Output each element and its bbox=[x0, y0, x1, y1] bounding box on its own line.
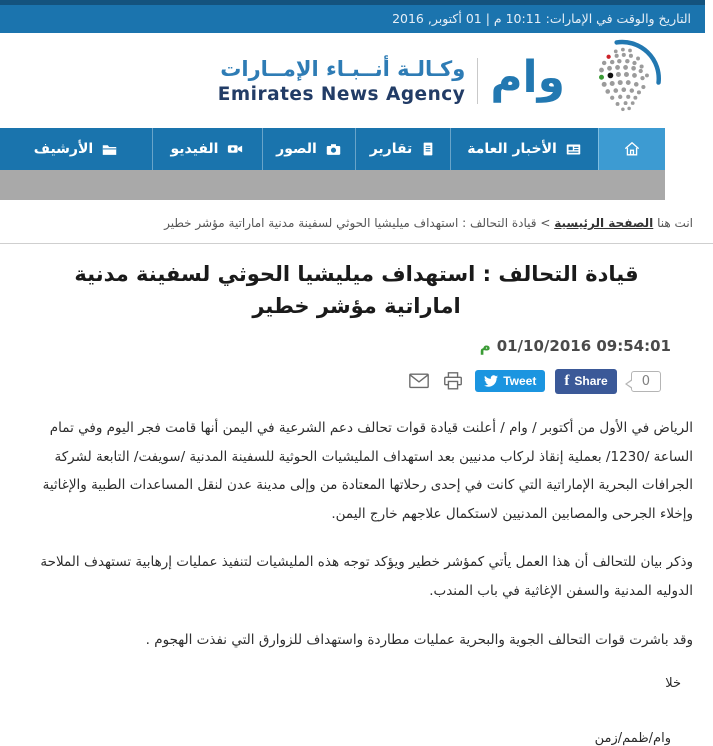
nav-item-general-news[interactable] bbox=[450, 128, 598, 170]
breadcrumb-separator: > bbox=[540, 216, 551, 230]
breadcrumb-prefix: انت هنا bbox=[657, 216, 693, 230]
article-datetime bbox=[42, 337, 671, 355]
newspaper-icon bbox=[565, 141, 582, 158]
print-button[interactable] bbox=[441, 370, 465, 392]
subheader-gray-bar bbox=[0, 170, 665, 200]
nav-item-label: الصور bbox=[276, 141, 317, 157]
divider-line bbox=[0, 243, 713, 244]
nav-item-label: تقارير bbox=[369, 141, 413, 157]
camera-icon bbox=[325, 141, 342, 158]
article-datetime-value: 09:54:01 01/10/2016 bbox=[496, 337, 671, 355]
wam-logo-text[interactable]: وام bbox=[490, 51, 565, 103]
brand-arabic-name: وكـالـة أنــبـاء الإمــارات bbox=[220, 57, 466, 82]
share-toolbar bbox=[52, 368, 661, 394]
article-paragraph: وذكر بيان للتحالف أن هذا العمل يأتي كمؤشر خطير ويؤكد توجه هذه المليشيات لتنفيذ عمليات إرهابية تستهدف الملاحة الدوليه المدنية والسفن الإغاثية في باب المندب. bbox=[40, 554, 693, 600]
nav-item-photos[interactable] bbox=[262, 128, 355, 170]
home-icon bbox=[622, 139, 642, 159]
archive-folder-icon bbox=[101, 141, 118, 158]
video-camera-icon bbox=[226, 140, 244, 158]
breadcrumb-current: قيادة التحالف : استهداف ميليشيا الحوثي لسفينة مدنية اماراتية مؤشر خطير bbox=[164, 216, 537, 230]
nav-item-archive[interactable] bbox=[0, 128, 152, 170]
brand-names[interactable] bbox=[218, 56, 466, 104]
tweet-button[interactable] bbox=[475, 370, 545, 392]
nav-item-video[interactable] bbox=[152, 128, 262, 170]
email-share-button[interactable] bbox=[407, 370, 431, 392]
facebook-share-button[interactable] bbox=[555, 369, 616, 394]
breadcrumb-home-link[interactable]: الصفحة الرئيسية bbox=[554, 216, 654, 230]
tweet-button-label: Tweet bbox=[503, 374, 537, 388]
article-paragraph: وقد باشرت قوات التحالف الجوية والبحرية عمليات مطاردة واستهداف للزوارق التي نفذت الهجوم . bbox=[145, 631, 693, 648]
main-navigation bbox=[0, 128, 665, 170]
brand-divider bbox=[477, 58, 478, 104]
breadcrumb bbox=[20, 216, 693, 230]
facebook-f-icon: f bbox=[564, 372, 570, 389]
nav-item-reports[interactable] bbox=[355, 128, 450, 170]
nav-home-button[interactable] bbox=[598, 128, 665, 170]
nav-item-label: الأرشيف bbox=[33, 141, 94, 157]
brand-english-name: Emirates News Agency bbox=[217, 83, 466, 105]
facebook-share-label: Share bbox=[574, 374, 608, 388]
datetime-topbar bbox=[0, 0, 705, 33]
article-title: قيادة التحالف : استهداف ميليشيا الحوثي لسفينة مدنية اماراتية مؤشر خطير bbox=[74, 262, 639, 318]
article-closing: خلا bbox=[665, 676, 681, 692]
datetime-text: التاريخ والوقت في الإمارات: 10:11 م | 01 أكتوبر, 2016 bbox=[392, 11, 691, 26]
nav-item-label: الأخبار العامة bbox=[467, 141, 557, 157]
article-paragraph: الرياض في الأول من أكتوبر / وام / أعلنت قيادة قوات تحالف دعم الشرعية في اليمن أنها قامت فجر اليوم وفي تمام الساعة /1230/ بعملية إنقاذ لركاب مدنيين بعد استهداف المليشيات الحوثية للسفينة المدنية /سويفت/ التابعة لشركة الجرافات البحرية الإماراتية التي كانت في إحدى رحلاتها المعتادة من وإلى مدينة عدن لنقل المساعدات الطبية والإغاثية وإخلاء الجرحى والمصابين المدنيين لاستكمال علاجهم خارج اليمن. bbox=[42, 420, 693, 522]
report-document-icon bbox=[420, 141, 436, 157]
share-count-bubble: 0 bbox=[631, 371, 661, 392]
article-datetime-meridiem: م bbox=[479, 337, 491, 355]
nav-item-label: الفيديو bbox=[170, 141, 219, 157]
article-signature: وام/ظمم/زمن bbox=[594, 731, 671, 746]
twitter-bird-icon bbox=[484, 374, 498, 388]
site-header bbox=[0, 33, 713, 128]
article-body bbox=[20, 414, 693, 654]
wam-globe-logo[interactable] bbox=[581, 38, 663, 124]
